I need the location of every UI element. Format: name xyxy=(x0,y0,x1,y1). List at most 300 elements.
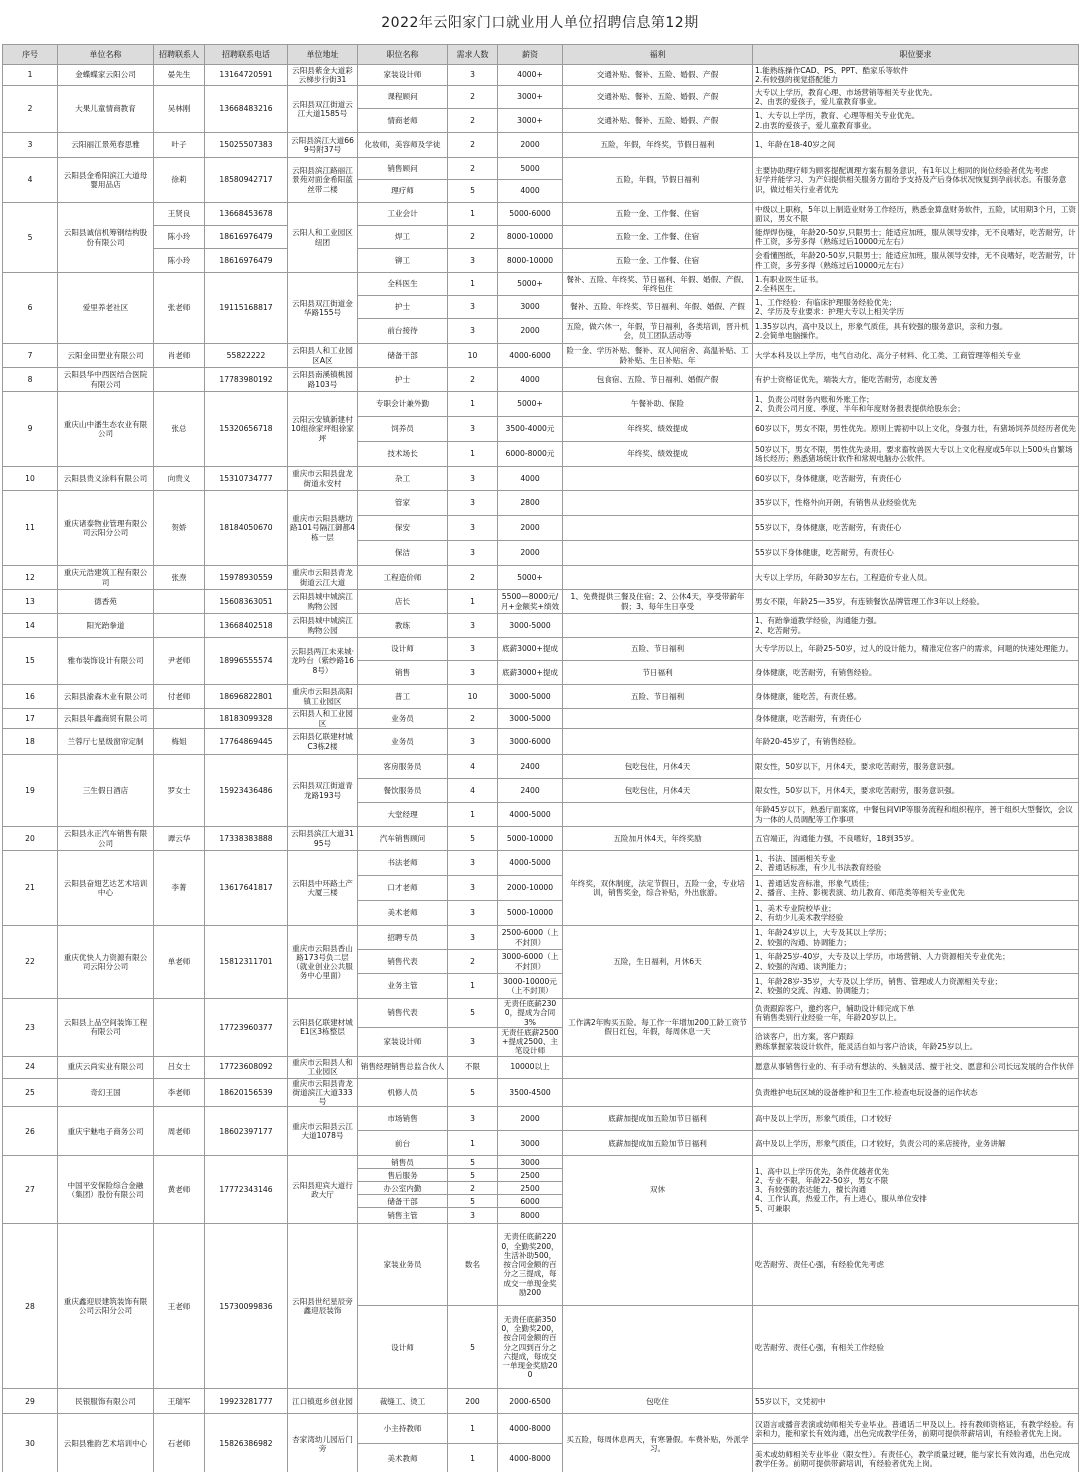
row-number: 17 xyxy=(3,709,58,729)
job-title: 销售经理销售总监合伙人 xyxy=(358,1056,448,1078)
table-row xyxy=(3,203,1079,226)
contact-phone: 17338383888 xyxy=(205,827,288,851)
welfare: 买五险，每周休息两天，有寒暑假。车费补贴，外派学习。 xyxy=(563,1414,753,1472)
col-header-job-title: 职位名称 xyxy=(358,45,448,65)
job-requirements: 50岁以下，男女不限，男性优先录用。要求畜牧兽医大专以上文化程度或5年以上500头自繁场场长经历；熟悉猪场统计软件和常规电脑办公软件。 xyxy=(753,442,1079,467)
salary: 3000+ xyxy=(498,86,563,109)
row-number: 22 xyxy=(3,926,58,999)
job-title: 化妆师，美容师及学徒 xyxy=(358,133,448,158)
welfare xyxy=(563,491,753,516)
contact-name: 向贵义 xyxy=(154,467,205,491)
job-title: 办公室内勤 xyxy=(358,1182,448,1195)
job-requirements: 大学本科及以上学历，电气自动化、高分子材料、化工类、工商管理等相关专业 xyxy=(753,344,1079,368)
row-number: 3 xyxy=(3,133,58,158)
headcount: 1 xyxy=(448,392,498,417)
headcount: 5 xyxy=(448,1169,498,1182)
company-address: 云阳县城中城滨江购物公园 xyxy=(288,614,358,638)
headcount: 3 xyxy=(448,467,498,491)
table-row xyxy=(3,1056,1079,1078)
welfare: 交通补贴、餐补、五险、婚假、产假 xyxy=(563,65,753,86)
table-row xyxy=(3,999,1079,1028)
salary: 无责任底薪2300，提成为合同3% xyxy=(498,999,563,1028)
headcount: 1 xyxy=(448,803,498,827)
contact-name: 付老师 xyxy=(154,685,205,709)
headcount: 3 xyxy=(448,319,498,344)
contact-phone: 15826386982 xyxy=(205,1414,288,1472)
col-header-contact: 招聘联系人 xyxy=(154,45,205,65)
row-number: 24 xyxy=(3,1056,58,1078)
headcount: 10 xyxy=(448,344,498,368)
salary: 6000-8000元 xyxy=(498,442,563,467)
job-requirements: 35岁以下，性格外向开朗，有销售从业经验优先 xyxy=(753,491,1079,516)
company-name: 云阳县雅韵艺术培训中心 xyxy=(58,1414,154,1472)
salary: 3000 xyxy=(498,296,563,319)
company-address: 云阳县亿联建材城E1区3栋整层 xyxy=(288,999,358,1057)
table-row xyxy=(3,86,1079,109)
contact-phone: 13668453678 xyxy=(205,203,288,226)
col-header-welfare: 福利 xyxy=(563,45,753,65)
table-row xyxy=(3,685,1079,709)
company-address: 云阳县滨江大道3195号 xyxy=(288,827,358,851)
job-requirements: 1.有职业医生证书。 2.全科医生。 xyxy=(753,273,1079,296)
contact-name: 吕女士 xyxy=(154,1056,205,1078)
job-title: 店长 xyxy=(358,590,448,614)
contact-name: 张老师 xyxy=(154,273,205,344)
table-row xyxy=(3,273,1079,296)
welfare: 五险一金、工作餐、住宿 xyxy=(563,203,753,226)
salary: 5000+ xyxy=(498,566,563,590)
job-requirements: 1、负责公司财务内账和外账工作； 2、负责公司月度、季度、半年和年度财务报表提供给股东会； xyxy=(753,392,1079,417)
row-number: 11 xyxy=(3,491,58,566)
job-title: 市场销售 xyxy=(358,1107,448,1131)
salary: 2400 xyxy=(498,779,563,803)
row-number: 12 xyxy=(3,566,58,590)
job-title: 普工 xyxy=(358,685,448,709)
company-name: 重庆优快人力资源有限公司云阳分公司 xyxy=(58,926,154,999)
company-address: 云阳县人和工业园区A区 xyxy=(288,344,358,368)
salary: 2000 xyxy=(498,1107,563,1131)
company-name: 中国平安保险综合金融（集团）股份有限公司 xyxy=(58,1156,154,1224)
headcount: 3 xyxy=(448,901,498,926)
col-header-requirements: 职位要求 xyxy=(753,45,1079,65)
welfare: 交通补贴、餐补、五险、婚假、产假 xyxy=(563,86,753,109)
welfare: 包食宿、五险、节日福利、婚假产假 xyxy=(563,368,753,392)
welfare xyxy=(563,614,753,638)
job-title: 前台 xyxy=(358,1131,448,1156)
welfare xyxy=(563,1224,753,1306)
company-name: 重庆山中潘生态农业有限公司 xyxy=(58,392,154,467)
job-title: 小主持教师 xyxy=(358,1414,448,1444)
job-requirements: 限女性，50岁以下，月休4天，要求吃苦耐劳，服务意识强。 xyxy=(753,755,1079,779)
salary: 2500-6000（上不封顶） xyxy=(498,926,563,950)
job-title: 销售 xyxy=(358,661,448,685)
job-requirements: 1、年龄在18-40岁之间 xyxy=(753,133,1079,158)
company-address: 云阳县双江街道金华路155号 xyxy=(288,273,358,344)
contact-name: 叶子 xyxy=(154,133,205,158)
table-row xyxy=(3,755,1079,779)
welfare: 工作满2年购买五险。每工作一年增加200工龄工资节假日红包，年假，每周休息一天 xyxy=(563,999,753,1057)
job-requirements: 大专学历以上，年龄25-50岁，过人的设计能力，精准定位客户的需求，问题的快速处理能力。 xyxy=(753,638,1079,661)
table-row xyxy=(3,614,1079,638)
headcount: 3 xyxy=(448,638,498,661)
job-requirements: 1、有跆拳道教学经验，沟通能力强。 2、吃苦耐劳。 xyxy=(753,614,1079,638)
salary: 5000+ xyxy=(498,273,563,296)
welfare xyxy=(563,516,753,541)
company-name: 重庆鑫迎辰建筑装饰有限公司云阳分公司 xyxy=(58,1224,154,1389)
salary: 无责任底薪2500+提成2500、主笔设计师 xyxy=(498,1027,563,1056)
contact-phone: 15730099836 xyxy=(205,1224,288,1389)
contact-phone: 15320656718 xyxy=(205,392,288,467)
headcount: 5 xyxy=(448,999,498,1028)
welfare xyxy=(563,467,753,491)
job-requirements: 汉语言或播音表演或幼师相关专业毕业。普通话二甲及以上。持有教师资格证，有教学经验。有亲和力，能和家长有效沟通，出色完成教学任务，前期可提供带薪培训，有经验者优先上岗。 xyxy=(753,1414,1079,1444)
job-title: 护士 xyxy=(358,368,448,392)
company-name: 阳光跆拳道 xyxy=(58,614,154,638)
contact-phone: 17723960377 xyxy=(205,999,288,1057)
company-address: 江口镇逛乡创业园 xyxy=(288,1389,358,1414)
salary: 4000-5000 xyxy=(498,803,563,827)
row-number: 27 xyxy=(3,1156,58,1224)
contact-name: 肖老师 xyxy=(154,344,205,368)
company-address: 杏家湾幼儿园后门旁 xyxy=(288,1414,358,1472)
job-title: 汽车销售顾问 xyxy=(358,827,448,851)
job-title: 裁缝工、烫工 xyxy=(358,1389,448,1414)
company-address: 重庆市云阳县云江大道1078号 xyxy=(288,1107,358,1156)
company-name: 爱里养老社区 xyxy=(58,273,154,344)
job-requirements: 男女不限，年龄25—35岁，有连锁餐饮品牌管理工作3年以上经验。 xyxy=(753,590,1079,614)
job-title: 美术教师 xyxy=(358,1444,448,1472)
contact-name: 周老师 xyxy=(154,1107,205,1156)
table-row xyxy=(3,392,1079,417)
contact-name: 陈小玲 xyxy=(154,249,205,273)
company-name: 重庆宇魅电子商务公司 xyxy=(58,1107,154,1156)
job-title: 专职会计兼外勤 xyxy=(358,392,448,417)
contact-name: 李老师 xyxy=(154,1078,205,1107)
contact-phone: 17723608092 xyxy=(205,1056,288,1078)
headcount: 2 xyxy=(448,566,498,590)
row-number: 6 xyxy=(3,273,58,344)
company-address: 云阳县双江街道云江大道1585号 xyxy=(288,86,358,133)
row-number: 19 xyxy=(3,755,58,827)
job-requirements: 55岁以下，文凭初中 xyxy=(753,1389,1079,1414)
company-name: 重庆云尚实业有限公司 xyxy=(58,1056,154,1078)
contact-phone: 18616976479 xyxy=(205,226,288,249)
contact-name: 梅姐 xyxy=(154,729,205,755)
job-requirements: 1、年龄24岁以上，大专及其以上学历； 2、较强的沟通、协调能力； xyxy=(753,926,1079,950)
table-row xyxy=(3,1078,1079,1107)
company-name: 云阳县贵义涂料有限公司 xyxy=(58,467,154,491)
job-requirements: 60岁以下，男女不限，男性优先。原则上需初中以上文化，身强力壮，有猪场饲养员经历者优先 xyxy=(753,417,1079,442)
table-row xyxy=(3,491,1079,516)
welfare: 底薪加提成加五险加节日福利 xyxy=(563,1131,753,1156)
contact-phone: 18996555574 xyxy=(205,638,288,685)
headcount: 1 xyxy=(448,1414,498,1444)
job-title: 销售顾问 xyxy=(358,158,448,180)
job-requirements: 1、年龄25岁-40岁，大专及以上学历，市场营销、人力资源相关专业优先； 2、较强的沟通、谈判能力； xyxy=(753,950,1079,974)
salary: 2500 xyxy=(498,1182,563,1195)
contact-phone: 15310734777 xyxy=(205,467,288,491)
job-requirements: 美术或幼师相关专业毕业（限女性）。有责任心，教学质量过硬，能与家长有效沟通，出色完成教学任务。前期可提供带薪培训，有经验者优先上岗。 xyxy=(753,1444,1079,1472)
row-number: 28 xyxy=(3,1224,58,1389)
headcount: 2 xyxy=(448,86,498,109)
welfare: 五险加月休4天，年终奖励 xyxy=(563,827,753,851)
job-title: 大堂经理 xyxy=(358,803,448,827)
row-number: 10 xyxy=(3,467,58,491)
headcount: 4 xyxy=(448,755,498,779)
contact-phone: 18183099328 xyxy=(205,709,288,729)
job-title: 储备干部 xyxy=(358,1195,448,1208)
welfare: 交通补贴、餐补、五险、婚假、产假 xyxy=(563,109,753,133)
row-number: 1 xyxy=(3,65,58,86)
welfare: 午餐补助、保险 xyxy=(563,392,753,417)
job-title: 设计师 xyxy=(358,638,448,661)
job-requirements: 主要协助理疗师为顾客提配调理方案有服务意识，有1年以上相同的岗位经验者优先考虑 好学并能学习、为产妇提供相关服务方面给予支持及产后身体状况恢复到孕前状态。有服务意识，做过相关行业者优先 xyxy=(753,158,1079,203)
salary: 无责任底薪2200，全勤奖200，生活补助500，按合同金额的百分之三提成，每成交一单现金奖励200 xyxy=(498,1224,563,1306)
job-requirements: 1、美术专业院校毕业； 2、有幼少儿美术教学经验 xyxy=(753,901,1079,926)
job-title: 饲养员 xyxy=(358,417,448,442)
welfare: 五险一金、工作餐、住宿 xyxy=(563,249,753,273)
contact-phone: 13668402518 xyxy=(205,614,288,638)
salary: 4000 xyxy=(498,368,563,392)
job-title: 招聘专员 xyxy=(358,926,448,950)
salary: 2000-6500 xyxy=(498,1389,563,1414)
job-title: 情商老师 xyxy=(358,109,448,133)
row-number: 5 xyxy=(3,203,58,273)
row-number: 21 xyxy=(3,851,58,926)
salary: 5000-10000 xyxy=(498,827,563,851)
company-name: 民银服饰有限公司 xyxy=(58,1389,154,1414)
welfare: 餐补、五险、年终奖、节日福利、年假、婚假、产假 xyxy=(563,296,753,319)
contact-phone: 17772343146 xyxy=(205,1156,288,1224)
headcount: 3 xyxy=(448,541,498,566)
contact-phone: 15923436486 xyxy=(205,755,288,827)
contact-name: 石老师 xyxy=(154,1414,205,1472)
company-address: 云阳县滨江大道669号附37号 xyxy=(288,133,358,158)
job-title: 铆工 xyxy=(358,249,448,273)
company-name: 大果儿童情商教育 xyxy=(58,86,154,133)
job-title: 销售主管 xyxy=(358,1208,448,1224)
table-row xyxy=(3,709,1079,729)
welfare xyxy=(563,709,753,729)
row-number: 14 xyxy=(3,614,58,638)
job-title: 售后服务 xyxy=(358,1169,448,1182)
headcount: 3 xyxy=(448,876,498,901)
job-requirements: 吃苦耐劳、责任心强，有相关工作经验 xyxy=(753,1306,1079,1389)
salary: 无责任底薪3500，全勤奖200，按合同金额的百分之四到百分之六提成，每成交一单现金奖励200 xyxy=(498,1306,563,1389)
company-address: 云阳县迎宾大道行政大厅 xyxy=(288,1156,358,1224)
contact-phone: 18696822801 xyxy=(205,685,288,709)
job-requirements: 1.35岁以内，高中及以上，形象气质佳，具有较强的服务意识，亲和力强。 2.会简单电脑操作。 xyxy=(753,319,1079,344)
salary: 2000 xyxy=(498,516,563,541)
job-requirements: 洽谈客户，出方案，客户跟踪 熟练掌握家装设计软件，能灵活自如与客户洽谈，年龄25岁以上。 xyxy=(753,1027,1079,1056)
table-row xyxy=(3,851,1079,876)
company-address: 云阳县世纪星辰旁鑫迎辰装饰 xyxy=(288,1224,358,1389)
company-address: 重庆市云阳县盘龙街道永安村 xyxy=(288,467,358,491)
company-name: 云阳金田塑业有限公司 xyxy=(58,344,154,368)
salary: 3000-5000 xyxy=(498,685,563,709)
job-requirements: 大专以上学历，年龄30岁左右，工程造价专业人员。 xyxy=(753,566,1079,590)
job-requirements: 高中及以上学历，形象气质佳，口才较好 xyxy=(753,1107,1079,1131)
company-address: 云阳云安镇新建村10组徐家坪组徐家坪 xyxy=(288,392,358,467)
contact-name: 贺娇 xyxy=(154,491,205,566)
col-header-count: 需求人数 xyxy=(448,45,498,65)
headcount: 1 xyxy=(448,442,498,467)
job-requirements: 负责维护电玩区域的设备维护和卫生工作.检查电玩设备的运作状态 xyxy=(753,1078,1079,1107)
job-requirements: 1、普通话发音标准，形象气质佳； 2、播音、主持、影视表演、幼儿教育、师范类等相关专业优先 xyxy=(753,876,1079,901)
contact-name: 王贤良 xyxy=(154,203,205,226)
table-row xyxy=(3,344,1079,368)
company-address: 云阳县两江未来城·龙吟台（紫纱路168号） xyxy=(288,638,358,685)
headcount: 2 xyxy=(448,133,498,158)
job-requirements: 1.能熟练操作CAD、PS、PPT、酷家乐等软件 2.有较强的视觉搭配能力 xyxy=(753,65,1079,86)
welfare: 包吃包住，月休4天 xyxy=(563,779,753,803)
contact-name: 单老师 xyxy=(154,926,205,999)
job-title: 机修人员 xyxy=(358,1078,448,1107)
company-address: 重庆市云阳县高阳镇工业园区 xyxy=(288,685,358,709)
table-row xyxy=(3,65,1079,86)
headcount: 1 xyxy=(448,974,498,999)
salary: 2000 xyxy=(498,319,563,344)
salary: 5000-10000 xyxy=(498,901,563,926)
salary: 8000 xyxy=(498,1208,563,1224)
contact-name: 尹老师 xyxy=(154,638,205,685)
salary: 5000 xyxy=(498,158,563,180)
welfare: 五险、节日福利 xyxy=(563,638,753,661)
salary: 2800 xyxy=(498,491,563,516)
welfare: 年终奖、绩效提成 xyxy=(563,442,753,467)
company-name: 德香苑 xyxy=(58,590,154,614)
salary: 3000 xyxy=(498,1156,563,1169)
contact-phone: 18616976479 xyxy=(205,249,288,273)
headcount: 4 xyxy=(448,779,498,803)
job-title: 销售代表 xyxy=(358,950,448,974)
salary: 3000-6000（上不封顶） xyxy=(498,950,563,974)
contact-phone: 18602397177 xyxy=(205,1107,288,1156)
welfare: 五险，生日福利，月休6天 xyxy=(563,926,753,999)
row-number: 9 xyxy=(3,392,58,467)
salary: 2000 xyxy=(498,541,563,566)
row-number: 29 xyxy=(3,1389,58,1414)
headcount: 2 xyxy=(448,158,498,180)
company-name: 三生假日酒店 xyxy=(58,755,154,827)
table-row xyxy=(3,1414,1079,1444)
contact-name: 罗女士 xyxy=(154,755,205,827)
job-title: 客房服务员 xyxy=(358,755,448,779)
job-requirements: 1、工作经验：有临床护理服务经验优先； 2、学历及专业要求：护理大专以上相关学历 xyxy=(753,296,1079,319)
company-address: 云阳县双江街道青龙路193号 xyxy=(288,755,358,827)
company-address: 重庆市云阳县塘坊路101号隔江御都4栋一层 xyxy=(288,491,358,566)
table-row xyxy=(3,1389,1079,1414)
col-header-no: 序号 xyxy=(3,45,58,65)
salary: 2000 xyxy=(498,133,563,158)
contact-name: 王瑞军 xyxy=(154,1389,205,1414)
salary: 3000 xyxy=(498,1131,563,1156)
contact-phone: 17764869445 xyxy=(205,729,288,755)
salary: 5500—8000元/月+金额奖+绩效 xyxy=(498,590,563,614)
job-requirements: 负责跟踪客户，邀约客户，辅助设计师完成下单 有销售类别行业经验一年，年龄20岁以上。 xyxy=(753,999,1079,1028)
welfare: 包吃包住，月休4天 xyxy=(563,755,753,779)
contact-phone: 19115168817 xyxy=(205,273,288,344)
headcount: 3 xyxy=(448,614,498,638)
headcount: 5 xyxy=(448,1306,498,1389)
contact-phone: 15608363051 xyxy=(205,590,288,614)
headcount: 1 xyxy=(448,1131,498,1156)
welfare xyxy=(563,1056,753,1078)
job-requirements: 1、年龄28岁-35岁，大专及以上学历，销售、管理或人力资源相关专业； 2、较强的交流、沟通、协调能力； xyxy=(753,974,1079,999)
headcount: 3 xyxy=(448,926,498,950)
headcount: 3 xyxy=(448,1027,498,1056)
welfare: 餐补、五险、年终奖、节日福利、年假、婚假、产假、年终包住 xyxy=(563,273,753,296)
headcount: 3 xyxy=(448,516,498,541)
contact-phone: 18184050670 xyxy=(205,491,288,566)
salary: 4000+ xyxy=(498,65,563,86)
table-row xyxy=(3,158,1079,180)
headcount: 5 xyxy=(448,1156,498,1169)
welfare: 五险一金、工作餐、住宿 xyxy=(563,226,753,249)
table-row xyxy=(3,1107,1079,1131)
job-title: 技术场长 xyxy=(358,442,448,467)
job-title: 餐饮服务员 xyxy=(358,779,448,803)
contact-name: 李菁 xyxy=(154,851,205,926)
welfare xyxy=(563,1306,753,1389)
table-row xyxy=(3,133,1079,158)
contact-phone: 19923281777 xyxy=(205,1389,288,1414)
company-address: 重庆市云阳县人和工业园区 xyxy=(288,1056,358,1078)
salary: 5000-6000 xyxy=(498,203,563,226)
job-requirements: 愿意从事销售行业的、有手动有想法的、头脑灵活、擅于社交、愿意和公司长远发展的合作伙伴 xyxy=(753,1056,1079,1078)
job-requirements: 限女性，50岁以下，月休4天，要求吃苦耐劳，服务意识强。 xyxy=(753,779,1079,803)
job-requirements: 吃苦耐劳、责任心强，有经验优先考虑 xyxy=(753,1224,1079,1306)
salary: 底薪3000+提成 xyxy=(498,638,563,661)
headcount: 2 xyxy=(448,226,498,249)
job-requirements: 中级以上职称，5年以上制造业财务工作经历，熟悉金算盘财务软件，五险，试用期3个月，工资面议，男女不限 xyxy=(753,203,1079,226)
page-title: 2022年云阳家门口就业用人单位招聘信息第12期 xyxy=(381,15,699,31)
headcount: 2 xyxy=(448,709,498,729)
job-title: 教练 xyxy=(358,614,448,638)
job-title: 销售代表 xyxy=(358,999,448,1028)
welfare: 节日福利 xyxy=(563,661,753,685)
contact-phone: 18620156539 xyxy=(205,1078,288,1107)
headcount: 1 xyxy=(448,203,498,226)
salary: 4000 xyxy=(498,180,563,203)
headcount: 3 xyxy=(448,1107,498,1131)
contact-name xyxy=(154,614,205,638)
company-name: 云阳县奋翅艺达艺术培训中心 xyxy=(58,851,154,926)
row-number: 25 xyxy=(3,1078,58,1107)
company-name: 重庆元浩建筑工程有限公司 xyxy=(58,566,154,590)
salary: 4000-6000 xyxy=(498,344,563,368)
job-title: 储备干部 xyxy=(358,344,448,368)
job-requirements: 有护士资格证优先，端装大方，能吃苦耐劳，态度友善 xyxy=(753,368,1079,392)
job-requirements: 年龄20-45岁了，有销售经验。 xyxy=(753,729,1079,755)
company-address: 重庆市云阳县青龙街道滨江大道333号 xyxy=(288,1078,358,1107)
contact-phone: 55822222 xyxy=(205,344,288,368)
job-requirements: 能焊焊伤缝，年龄20-50岁,只限男士；能适应加班，服从领导安排，无不良嗜好，吃苦耐劳，计件工资，多劳多得（熟练过后10000元左右） xyxy=(753,226,1079,249)
row-number: 8 xyxy=(3,368,58,392)
col-header-phone: 招聘联系电话 xyxy=(205,45,288,65)
job-requirements: 年龄45岁以下，熟悉厅面案席，中餐包间VIP等服务流程和组织程序，善于组织大型餐饮，会议为一体的人员调配等工作事项 xyxy=(753,803,1079,827)
contact-name xyxy=(154,368,205,392)
job-requirements: 身体健康，吃苦耐劳，有责任心 xyxy=(753,709,1079,729)
salary: 5000+ xyxy=(498,392,563,417)
row-number: 26 xyxy=(3,1107,58,1156)
row-number: 7 xyxy=(3,344,58,368)
job-title: 口才老师 xyxy=(358,876,448,901)
job-title: 美术老师 xyxy=(358,901,448,926)
welfare xyxy=(563,1078,753,1107)
contact-phone: 13617641817 xyxy=(205,851,288,926)
headcount: 不限 xyxy=(448,1056,498,1078)
